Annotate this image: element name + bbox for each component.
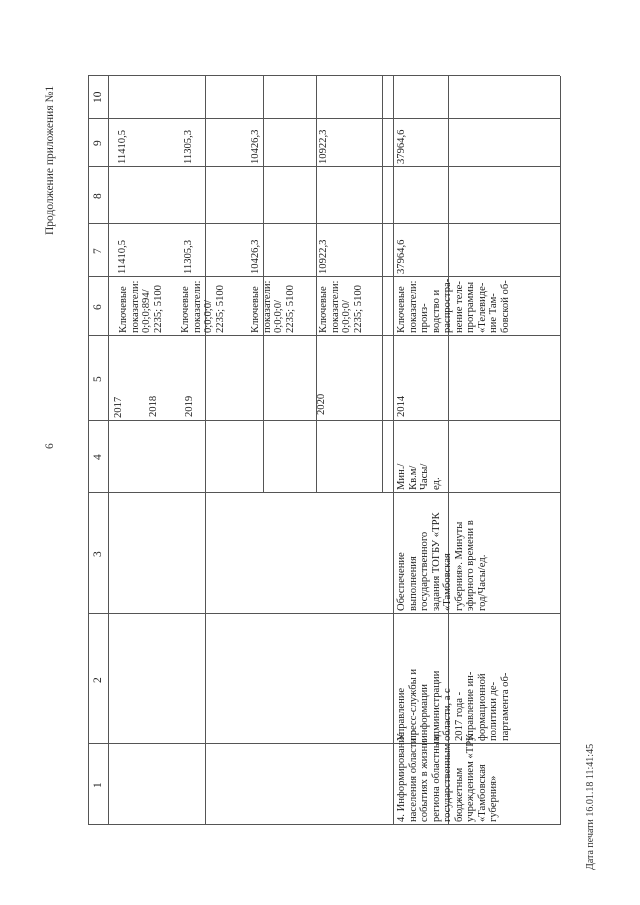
item4-year: 2014 — [396, 395, 407, 417]
col-header-1: 1 — [92, 782, 104, 788]
row-year: 2019 — [184, 395, 195, 417]
row-indicators: Ключевые показатели: 0;0;0;0/ 2235; 5100 — [180, 280, 226, 333]
row-col6: 10922,3 — [318, 239, 329, 274]
col-header-8: 8 — [92, 193, 104, 199]
row-year: 2018 — [148, 395, 159, 417]
page-number: 6 — [44, 443, 56, 449]
item4-col3: Обеспечение выполнения государственного задания ТОГБУ «ТРК «Тамбовская губерния». Минуты эфирного времени в год/Часы/ед. — [396, 512, 488, 611]
row-col8: 10922,3 — [318, 129, 329, 164]
col-header-3: 3 — [92, 551, 104, 557]
col-header-6: 6 — [92, 304, 104, 310]
row-year: 2020 — [316, 393, 327, 415]
row-col8: 11305,3 — [183, 129, 194, 164]
row-col6: 11410,5 — [117, 239, 128, 274]
row-year: 2017 — [113, 396, 124, 418]
item4-col4: Мин./ Кв.м/ Часы/ ед. — [396, 463, 442, 490]
row-col8: 11410,5 — [117, 129, 128, 164]
row-col6: 10426,3 — [250, 239, 261, 274]
row-col6: 11305,3 — [183, 239, 194, 274]
appendix-note: Продолжение приложения №1 — [44, 85, 56, 235]
col-header-4: 4 — [92, 454, 104, 460]
col-header-2: 2 — [92, 677, 104, 683]
row-col8: 10426,3 — [250, 129, 261, 164]
item4-col1: 4. Информирование населения области о событиях в жизни региона областным государственным бюджетным учреждением «ТРК «Тамбовская губерния» — [396, 729, 499, 822]
row-indicators: Ключевые показатели: 0;0;0;0/ 2235; 5100 — [250, 280, 296, 333]
item4-col8: 37964,6 — [396, 129, 407, 164]
item4-col6: 37964,6 — [396, 239, 407, 274]
col-header-5: 5 — [92, 376, 104, 382]
row-indicators: Ключевые показатели: 0;0;0;894/ 2235; 5100 — [118, 280, 164, 333]
print-date: Дата печати 16.01.18 11:41:45 — [585, 743, 596, 870]
col-header-10: 10 — [92, 91, 104, 103]
item4-col5: Ключевые показатели: произ- водство и распростра- нение теле- программы «Телевиде- ние Там- бовской об- — [396, 278, 511, 333]
col-header-7: 7 — [92, 248, 104, 254]
col-header-9: 9 — [92, 140, 104, 146]
row-indicators: Ключевые показатели: 0;0;0;0/ 2235; 5100 — [318, 280, 364, 333]
item4-col2: Управление пресс-службы и информации администрации области, а с 2017 года - управление ин- формационной политики де- партамента об- — [396, 668, 511, 741]
